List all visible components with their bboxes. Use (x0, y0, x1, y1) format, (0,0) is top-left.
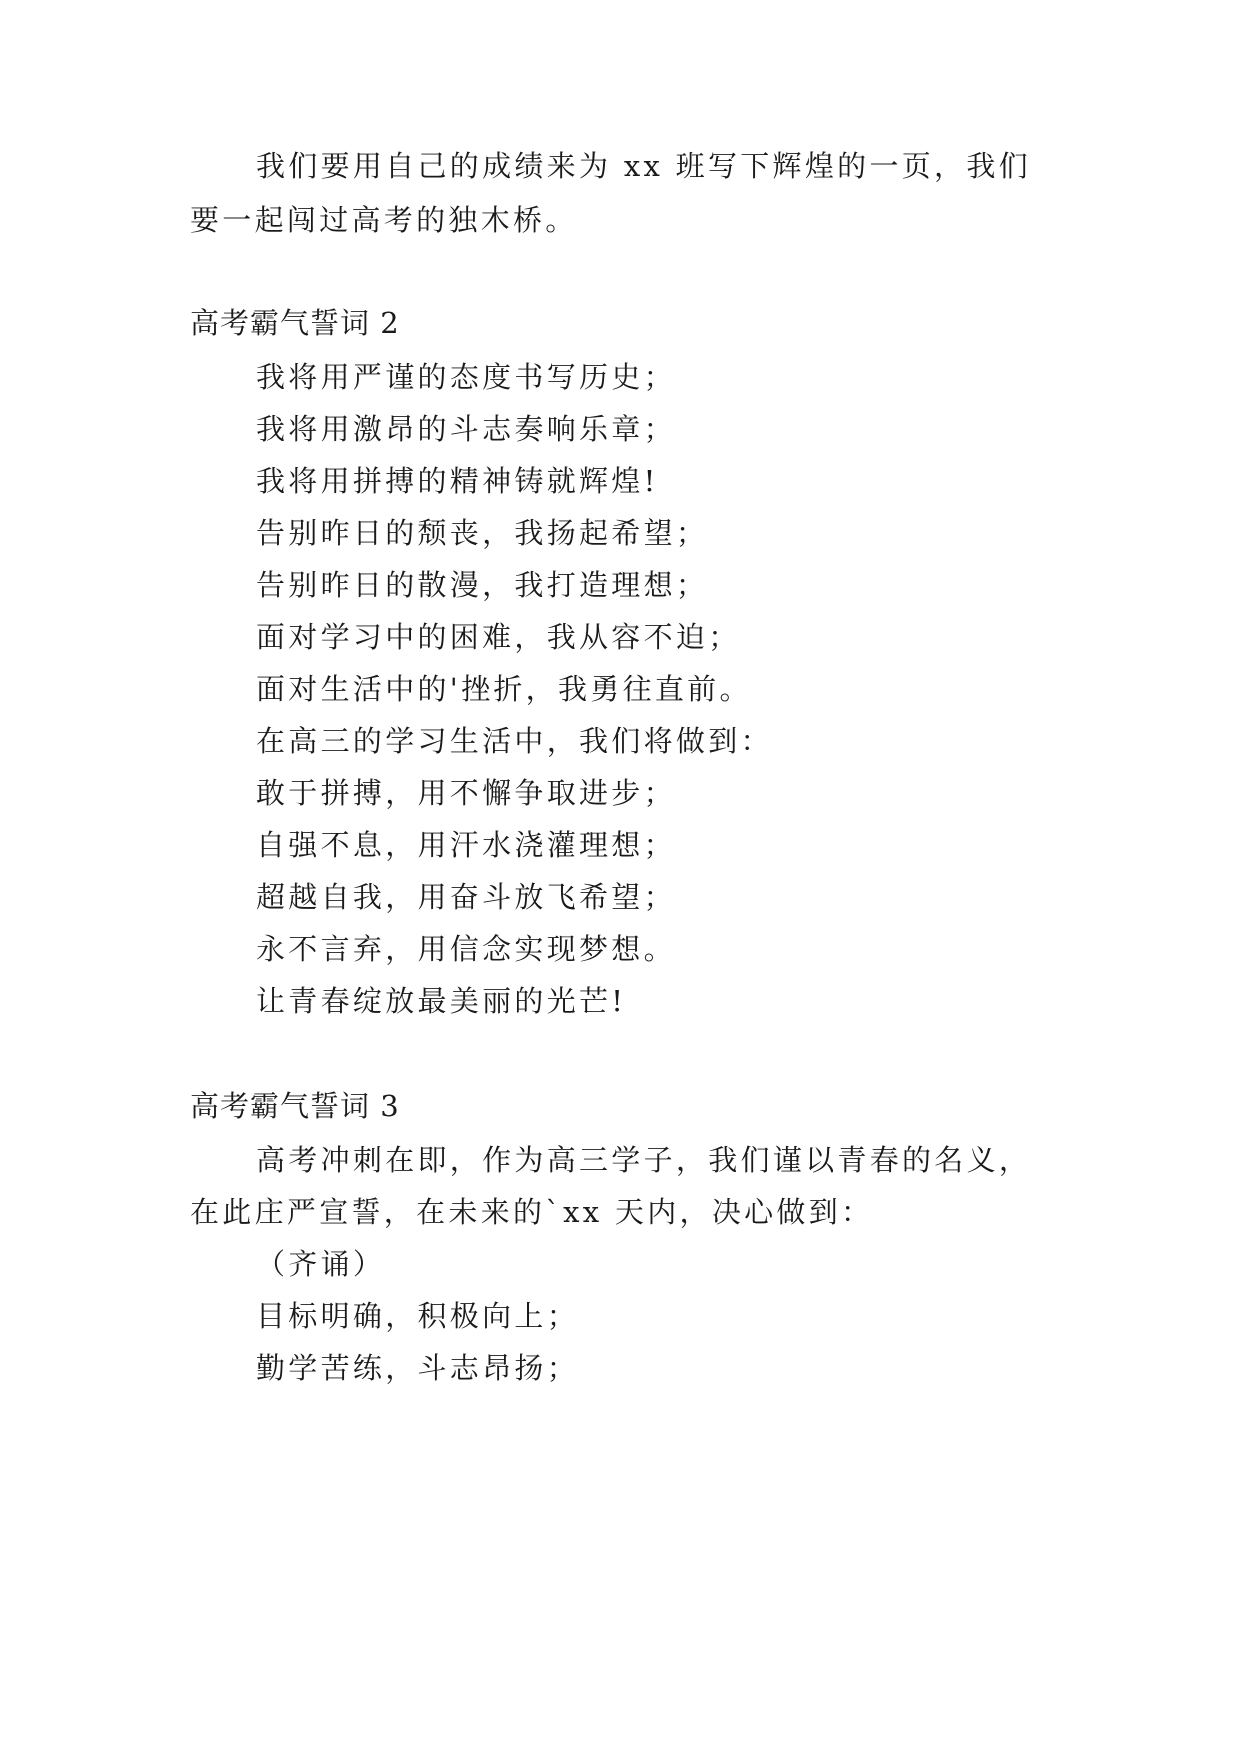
paragraph-line: 高考冲刺在即，作为高三学子，我们谨以青春的名义， (256, 1143, 1032, 1177)
oath-line: 让青春绽放最美丽的光芒! (256, 984, 627, 1018)
oath-line: 面对学习中的困难，我从容不迫； (256, 620, 741, 654)
oath-line: 敢于拼搏，用不懈争取进步； (256, 776, 676, 810)
section-heading: 高考霸气誓词 3 (190, 1089, 400, 1123)
oath-line: 勤学苦练，斗志昂扬； (256, 1351, 580, 1385)
oath-line: 我将用激昂的斗志奏响乐章； (256, 412, 676, 446)
oath-line: 目标明确，积极向上； (256, 1299, 580, 1333)
paragraph-line: 要一起闯过高考的独木桥。 (190, 203, 578, 237)
oath-line: 永不言弃，用信念实现梦想。 (256, 932, 676, 966)
oath-line: 在高三的学习生活中，我们将做到： (256, 724, 773, 758)
section-heading: 高考霸气誓词 2 (190, 306, 400, 340)
oath-line: 自强不息，用汗水浇灌理想； (256, 828, 676, 862)
oath-line: 超越自我，用奋斗放飞希望； (256, 880, 676, 914)
oath-line: 告别昨日的散漫，我打造理想； (256, 568, 709, 602)
oath-line: 告别昨日的颓丧，我扬起希望； (256, 516, 709, 550)
oath-line: 我将用严谨的态度书写历史； (256, 360, 676, 394)
oath-line: （齐诵） (256, 1247, 386, 1281)
oath-line: 我将用拼搏的精神铸就辉煌! (256, 464, 659, 498)
paragraph-line: 我们要用自己的成绩来为 xx 班写下辉煌的一页，我们 (256, 149, 1031, 183)
paragraph-line: 在此庄严宣誓，在未来的`xx 天内，决心做到： (190, 1195, 874, 1229)
oath-line: 面对生活中的'挫折，我勇往直前。 (256, 672, 752, 706)
